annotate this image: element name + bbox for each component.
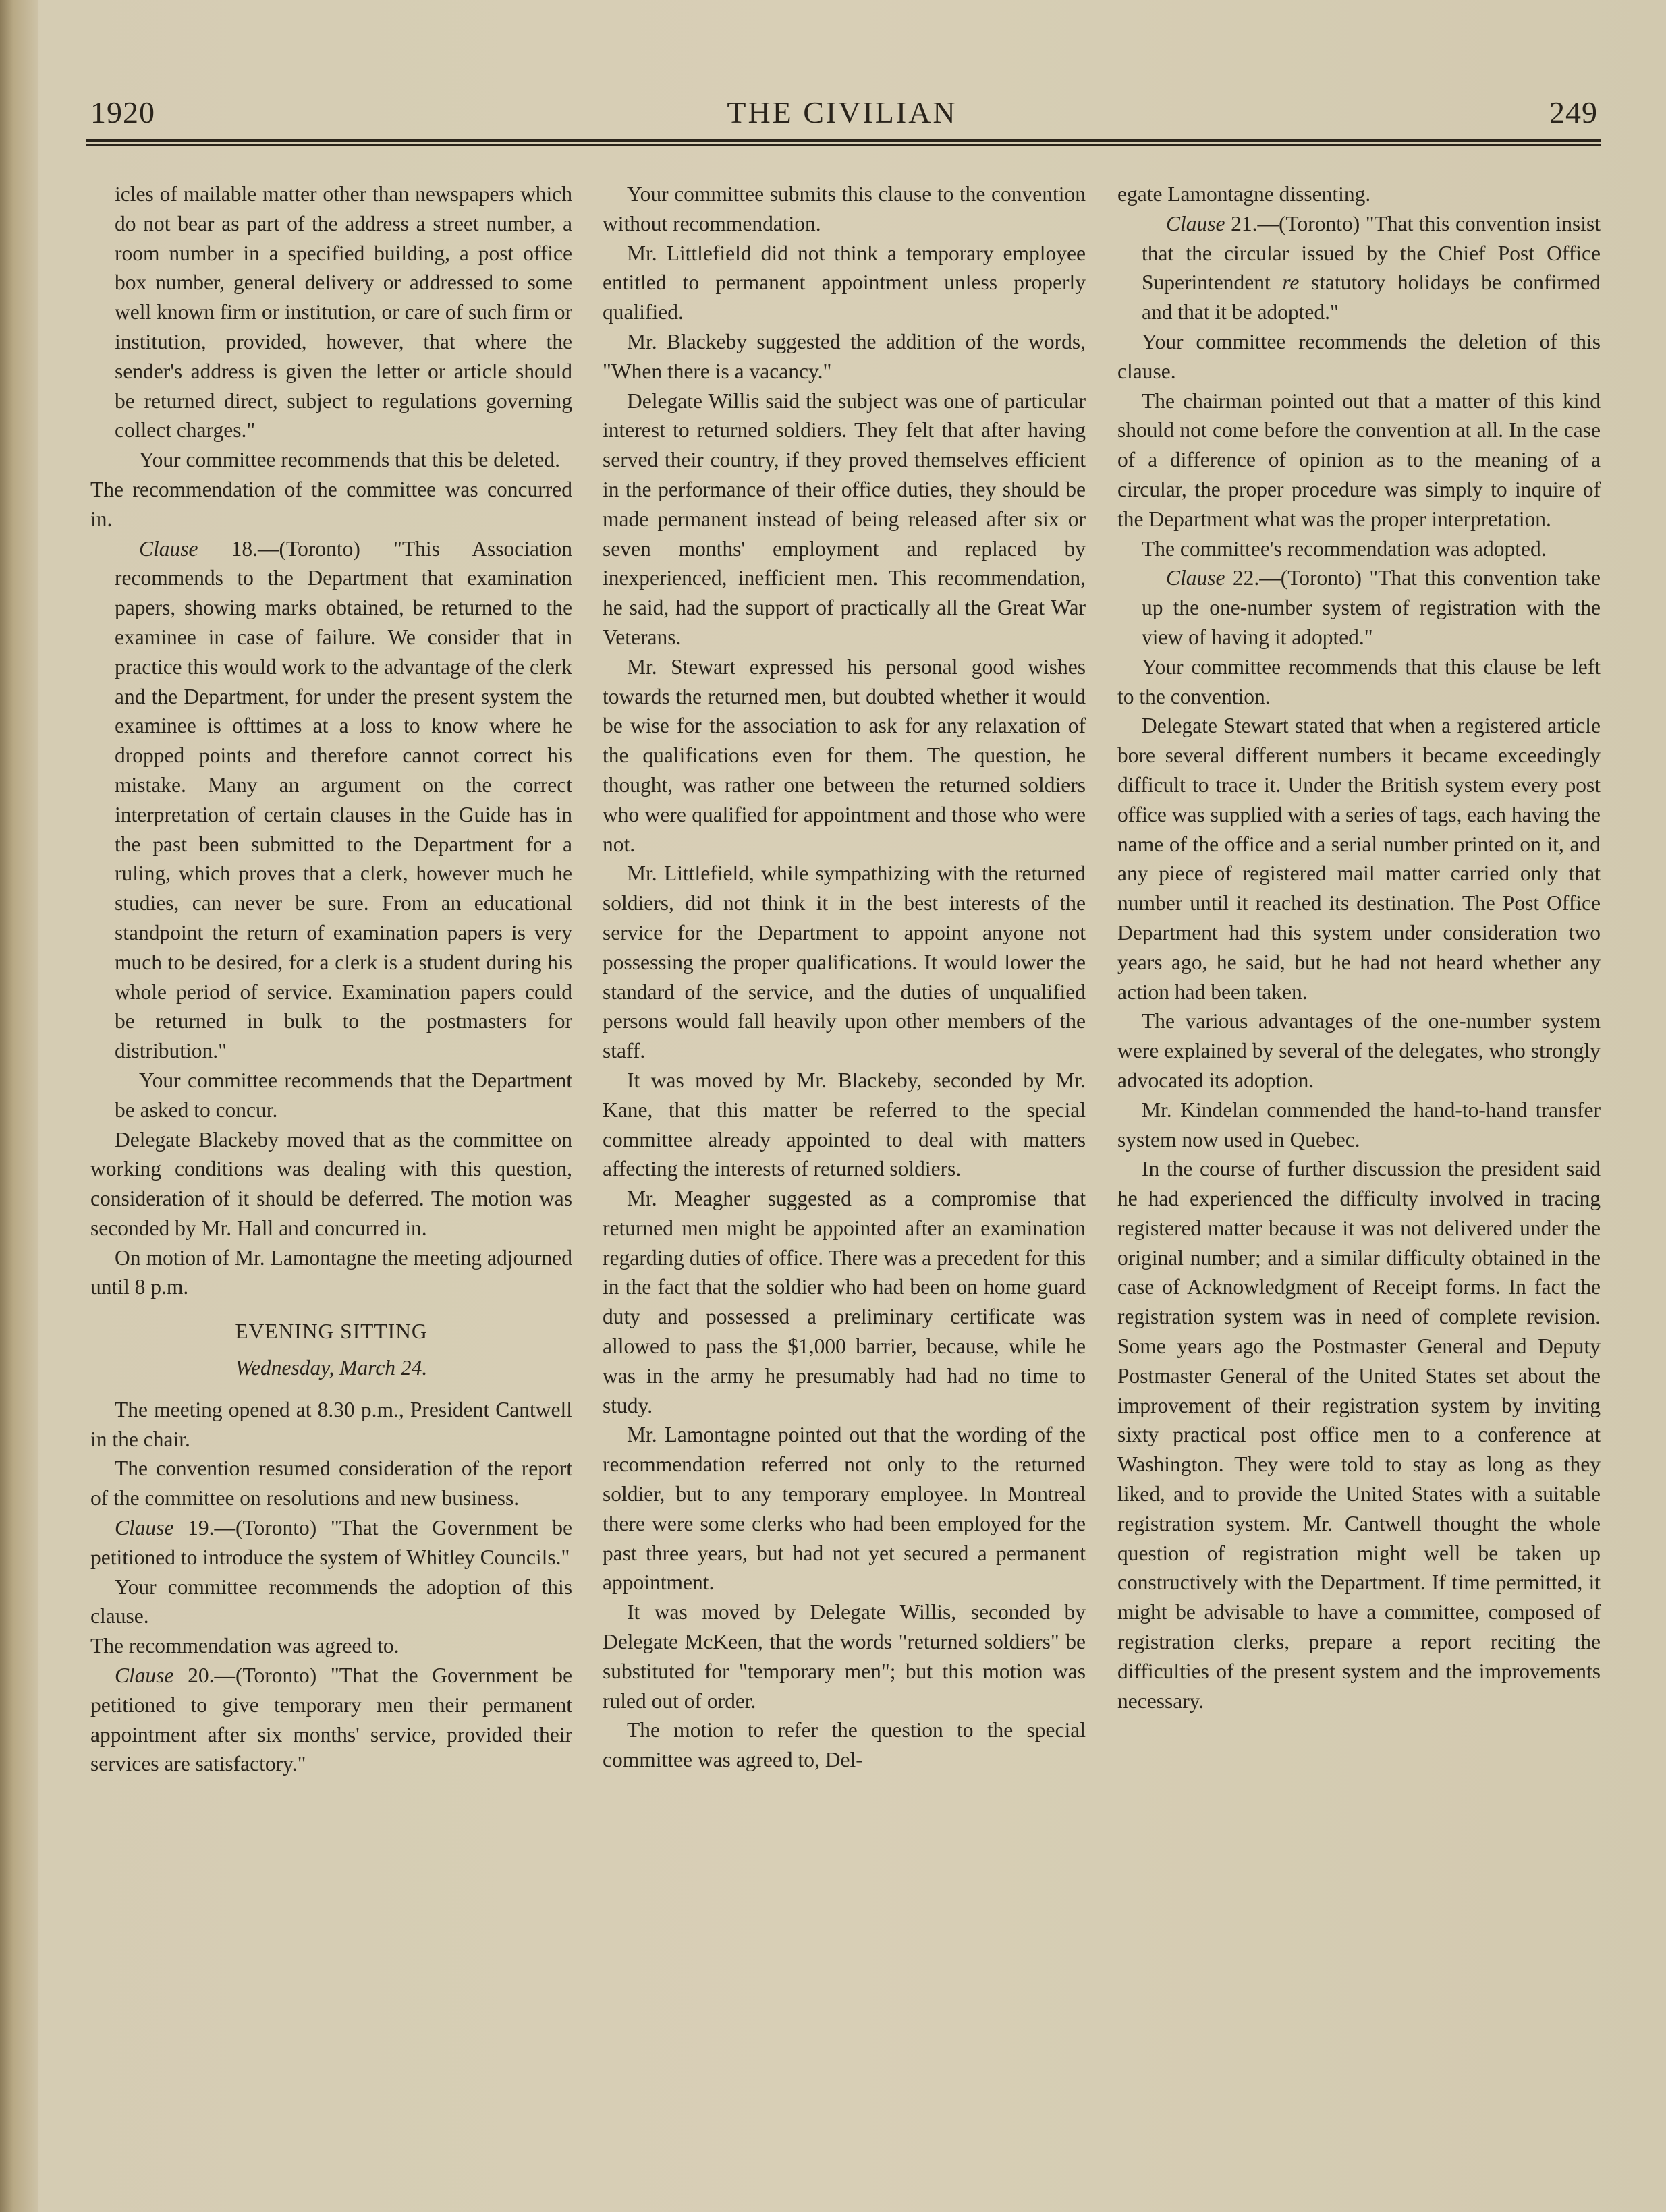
paragraph: Mr. Stewart expressed his personal good wishes towards the returned men, but doubted whether it would be wise for the association to ask for any relaxation of the qualifications even for them. The question, he thought, was rather one between the returned soldiers who were qualified for appointment and those who were not. xyxy=(603,654,1086,856)
binding-edge xyxy=(0,0,38,2212)
clause-text: 21.—(Toronto) "That this convention insist that the circular issued by the Chief Post Office Superintendent xyxy=(1142,211,1601,295)
paragraph: Mr. Meagher suggested as a compromise that returned men might be appointed after an examination regarding duties of office. There was a precedent for this in the fact that the soldier who had been on home guard duty and possessed a preliminary certificate was allowed to pass the $1,000 barrier, because, while he was in the army he presumably had had no time to study. xyxy=(603,1187,1086,1417)
paragraph: Mr. Lamontagne pointed out that the wording of the recommendation referred not only to the returned soldier, but to any temporary employee. In Montreal there were some clerks who had been employed for the past three years, but had not yet secured a permanent appointment. xyxy=(603,1423,1086,1595)
paragraph: The convention resumed consideration of the report of the committee on resolutions and new business. xyxy=(90,1456,572,1510)
paragraph: Mr. Kindelan commended the hand-to-hand transfer system now used in Quebec. xyxy=(1117,1098,1601,1152)
header-page-number: 249 xyxy=(1549,95,1598,130)
paragraph: Mr. Littlefield did not think a temporary employee entitled to permanent appointment unless properly qualified. xyxy=(603,241,1086,324)
paragraph xyxy=(1117,209,1601,327)
clause-label: Clause xyxy=(1166,566,1225,590)
paragraph: Your committee recommends that the Department be asked to concur. xyxy=(115,1068,572,1122)
clause-label: Clause xyxy=(139,536,198,561)
paragraph: egate Lamontagne dissenting. xyxy=(1117,182,1371,206)
paragraph: The motion to refer the question to the special committee was agreed to, Del- xyxy=(603,1718,1086,1772)
section-subheading: Wednesday, March 24. xyxy=(235,1356,428,1380)
paragraph: In the course of further discussion the president said he had experienced the difficulty involved in tracing registered matter because it was not delivered under the original number; and a similar difficulty obtained in the case of Acknowledgment of Receipt forms. In fact the registration system was in need of complete revision. Some years ago the Postmaster General and Deputy Postmaster General of the United States set about the improvement of their registration system by inviting sixty practical post office men to a conference at Washington. They were told to stay as long as they liked, and to provide the United States with a suitable registration system. Mr. Cantwell thought the whole question of registration might well be taken up constructively with the Department. If time permitted, it might be advisable to have a committee, composed of registration clerks, prepare a report reciting the difficulties of the present system and the improvements necessary. xyxy=(1117,1157,1601,1713)
paragraph: Delegate Stewart stated that when a registered article bore several different numbers it became exceedingly difficult to trace it. Under the British system every post office was supplied with a series of tags, each having the name of the office and a serial number printed on it, and any piece of registered mail matter carried only that number until it reached its destination. The Post Office Department had this system under consideration two years ago, he said, but he had not heard whether any action had been taken. xyxy=(1117,714,1601,1004)
paragraph: It was moved by Mr. Blackeby, seconded by Mr. Kane, that this matter be referred to the special committee already appointed to deal with matters affecting the interests of returned soldiers. xyxy=(603,1068,1086,1181)
header-year: 1920 xyxy=(90,95,155,130)
paragraph xyxy=(90,1661,572,1779)
paragraph: The meeting opened at 8.30 p.m., President Cantwell in the chair. xyxy=(90,1397,572,1451)
paragraph: Mr. Blackeby suggested the addition of the words, "When there is a vacancy." xyxy=(603,329,1086,383)
clause-re: re xyxy=(1282,271,1300,295)
paragraph: The committee's recommendation was adopted. xyxy=(1142,536,1547,561)
header-rule-thick xyxy=(86,139,1601,142)
clause-label: Clause xyxy=(115,1664,174,1688)
clause-text: statutory holidays be confirmed and that it be adopted." xyxy=(1142,271,1601,324)
paragraph: Your committee recommends the deletion of this clause. xyxy=(1117,329,1601,383)
column-1 xyxy=(90,179,572,1779)
clause-text: 22.—(Toronto) "That this convention take up the one-number system of registration with the view of having it adopted." xyxy=(1142,566,1601,649)
paragraph: Your committee recommends the adoption of this clause. xyxy=(90,1575,572,1628)
paragraph: The recommendation of the committee was concurred in. xyxy=(90,477,572,531)
paragraph: It was moved by Delegate Willis, seconded by Delegate McKeen, that the words "returned soldiers" be substituted for "temporary men"; but this motion was ruled out of order. xyxy=(603,1600,1086,1713)
page-header xyxy=(86,94,1598,135)
clause-text: 20.—(Toronto) "That the Government be petitioned to give temporary men their permanent appointment after six months' service, provided their services are satisfactory." xyxy=(90,1664,572,1776)
clause-text: 18.—(Toronto) "This Association recommends to the Department that examination papers, showing marks obtained, be returned to the examinee in case of failure. We consider that in practice this would work to the advantage of the clerk and the Department, for under the present system the examinee is ofttimes at a loss to know where he dropped points and therefore cannot correct his mistake. Many an argument on the correct interpretation of certain clauses in the Guide has in the past been submitted to the Department for a ruling, which proves that a clerk, however much he studies, can never be sure. From an educational standpoint the return of examination papers is very much to be desired, for a clerk is a student during his whole period of service. Examination papers could be returned in bulk to the postmasters for distribution." xyxy=(115,536,572,1063)
paragraph: The various advantages of the one-number system were explained by several of the delegates, who strongly advocated its adoption. xyxy=(1117,1009,1601,1092)
clause-text: 19.—(Toronto) "That the Government be petitioned to introduce the system of Whitley Councils." xyxy=(90,1516,572,1569)
paragraph: icles of mailable matter other than newspapers which do not bear as part of the address a street number, a room number in a specified building, a post office box number, general delivery or addressed to some well known firm or institution, or care of such firm or institution, provided, however, that where the sender's address is given the letter or article should be returned direct, subject to regulations governing collect charges." xyxy=(115,182,572,443)
paragraph: Mr. Littlefield, while sympathizing with the returned soldiers, did not think it in the best interests of the service for the Department to appoint anyone not possessing the proper qualifications. It would lower the standard of the service, and the duties of unqualified persons would fall heavily upon other members of the staff. xyxy=(603,861,1086,1063)
header-title: THE CIVILIAN xyxy=(727,95,957,130)
paragraph xyxy=(90,534,572,1066)
paragraph: Your committee recommends that this clause be left to the convention. xyxy=(1117,654,1601,708)
column-2 xyxy=(603,179,1086,1775)
paragraph: The recommendation was agreed to. xyxy=(90,1634,399,1658)
column-3 xyxy=(1117,179,1601,1715)
paragraph: Your committee recommends that this be deleted. xyxy=(139,448,561,472)
paragraph xyxy=(1117,563,1601,652)
section-heading: EVENING SITTING xyxy=(235,1320,428,1344)
paragraph: On motion of Mr. Lamontagne the meeting adjourned until 8 p.m. xyxy=(90,1245,572,1299)
clause-label: Clause xyxy=(1166,211,1225,235)
paragraph xyxy=(90,1513,572,1572)
paragraph: Your committee submits this clause to the convention without recommendation. xyxy=(603,182,1086,235)
paragraph: Delegate Blackeby moved that as the committee on working conditions was dealing with this question, consideration of it should be deferred. The motion was seconded by Mr. Hall and concurred in. xyxy=(90,1127,572,1240)
paragraph: The chairman pointed out that a matter of this kind should not come before the convention at all. In the case of a difference of opinion as to the meaning of a circular, the proper procedure was simply to inquire of the Department what was the proper interpretation. xyxy=(1117,389,1601,531)
paragraph: Delegate Willis said the subject was one of particular interest to returned soldiers. They felt that after having served their country, if they proved themselves efficient in the performance of their office duties, they should be made permanent instead of being released after six or seven months' employment and replaced by inexperienced, inefficient men. This recommendation, he said, had the support of practically all the Great War Veterans. xyxy=(603,389,1086,649)
clause-label: Clause xyxy=(115,1516,174,1540)
header-rule-thin xyxy=(86,144,1601,146)
